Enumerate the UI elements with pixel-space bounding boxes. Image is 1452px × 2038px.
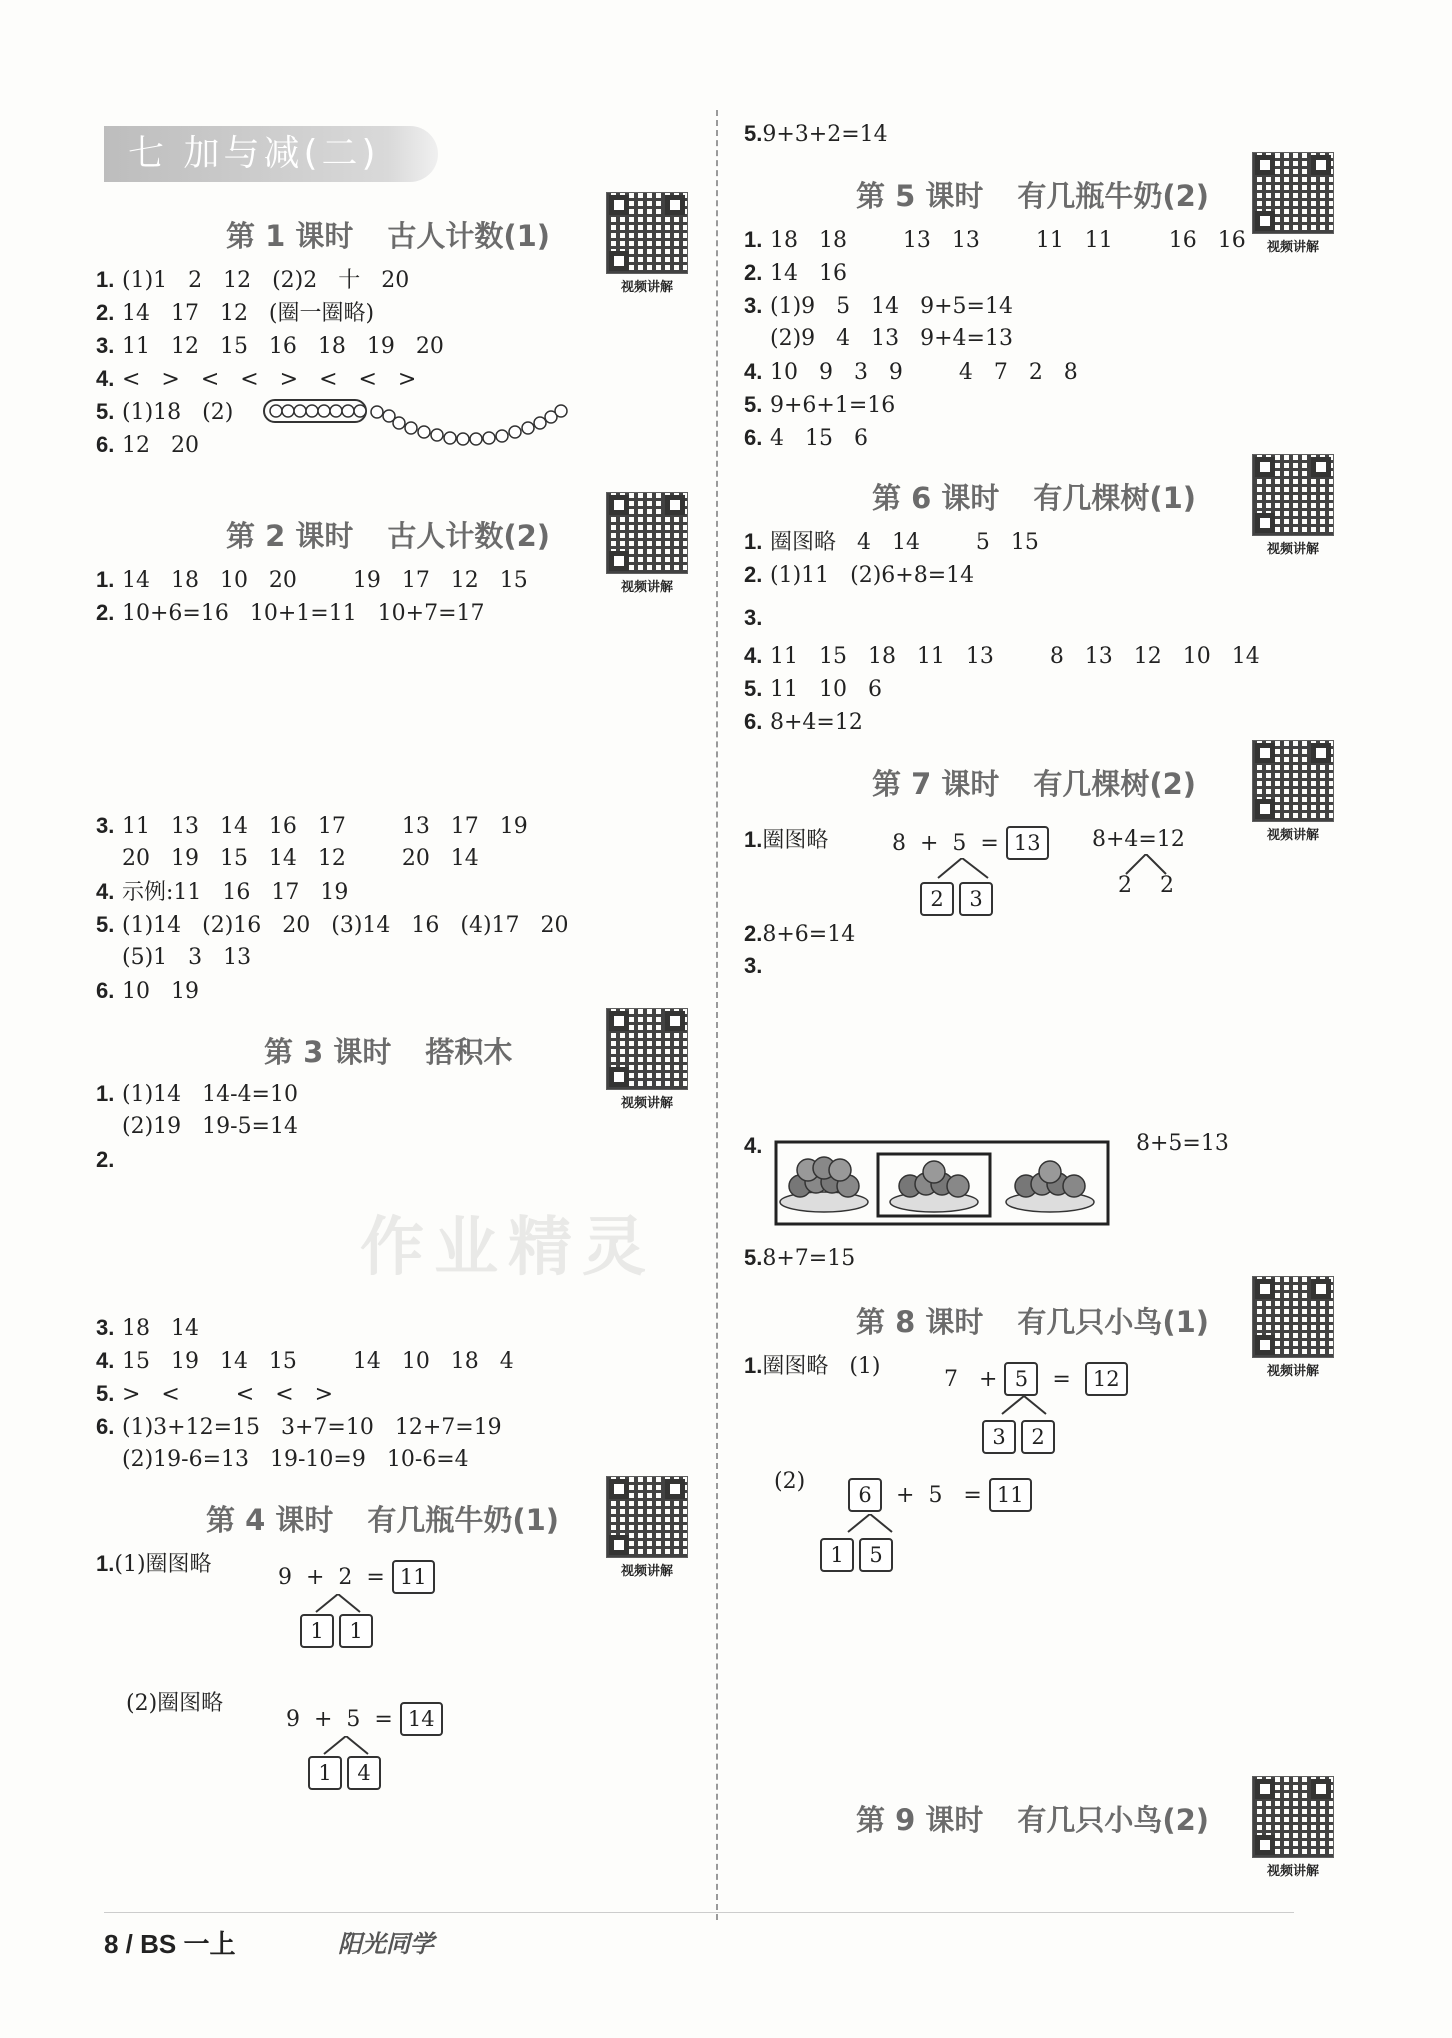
lesson-2-label: 第 2 课时 — [226, 519, 354, 553]
answer-line — [96, 431, 199, 460]
lesson-5-name: 有几瓶牛奶(2) — [1017, 179, 1210, 213]
l7-q1-equation: 8 + 5 = 13 — [892, 826, 1049, 860]
answer-text: < > < < > < < > — [122, 367, 417, 392]
qr-icon — [1252, 454, 1334, 536]
lesson-6-title — [872, 476, 1196, 517]
answer-text: 18 18 13 13 11 11 16 16 — [770, 228, 1246, 253]
question-number: 2. — [96, 1147, 115, 1172]
answer-text: 圈图略 4 14 5 15 — [770, 530, 1039, 555]
answer-line — [96, 1146, 122, 1175]
qr-caption: 视频讲解 — [620, 580, 673, 595]
answer-line — [744, 391, 895, 420]
question-number: 3. — [96, 333, 115, 358]
question-number: 2. — [744, 562, 763, 587]
question-number: 6. — [744, 425, 763, 450]
answer-line — [96, 266, 409, 295]
l7-q5: 5.8+7=15 — [744, 1245, 856, 1271]
question-number: 2. — [96, 300, 115, 325]
answer-text: 11 13 14 16 17 13 17 19 — [122, 814, 528, 839]
answer-line — [744, 226, 1246, 255]
question-number: 4. — [96, 879, 115, 904]
question-number: 6. — [96, 1414, 115, 1439]
l4-q1a-equation: 9 + 2 = 11 — [278, 1560, 435, 1594]
qr-caption: 视频讲解 — [1266, 828, 1319, 843]
answer-line — [96, 566, 528, 595]
answer-line — [744, 358, 1078, 387]
answer-text: (2)19-6=13 19-10=9 10-6=4 — [122, 1447, 469, 1472]
answer-text: (1)11 (2)6+8=14 — [770, 563, 975, 588]
question-number: 6. — [96, 432, 115, 457]
lesson-9-name: 有几只小鸟(2) — [1017, 1803, 1210, 1837]
answer-text: 18 14 — [122, 1316, 199, 1341]
l6-q3: 3. — [744, 605, 763, 630]
l4-q1b-equation: 9 + 5 = 14 — [286, 1702, 443, 1736]
question-number: 1. — [96, 267, 115, 292]
answer-text: 10+6=16 10+1=11 10+7=17 — [122, 601, 485, 626]
answer-line — [96, 845, 479, 873]
question-number: 2. — [744, 260, 763, 285]
answer-line — [96, 1413, 502, 1442]
answer-line — [96, 911, 569, 940]
qr-icon — [606, 492, 688, 574]
question-number: 5. — [96, 399, 115, 424]
question-number: 2. — [96, 600, 115, 625]
l7-q1-split-2-values: 2 2 — [1118, 873, 1174, 898]
answer-text: 9+6+1=16 — [770, 393, 896, 418]
answer-text: (2)9 4 13 9+4=13 — [770, 326, 1013, 351]
l8-q1-equation: 7 + 5 = 12 — [944, 1362, 1128, 1396]
lesson-4-title — [206, 1498, 559, 1539]
qr-code-8[interactable] — [1252, 1276, 1334, 1379]
qr-code-6[interactable] — [1252, 454, 1334, 557]
answer-text: 15 19 14 15 14 10 18 4 — [122, 1349, 514, 1374]
bead-string-illustration — [262, 394, 572, 454]
answer-line — [744, 528, 1039, 557]
lesson-8-title — [856, 1300, 1209, 1341]
qr-icon — [1252, 1276, 1334, 1358]
question-number: 4. — [744, 359, 763, 384]
lesson-8-name: 有几只小鸟(1) — [1017, 1305, 1210, 1339]
answer-text: 14 18 10 20 19 17 12 15 — [122, 568, 528, 593]
lesson-7-label: 第 7 课时 — [872, 767, 1000, 801]
page-footer: 8 / BS 一上 — [104, 1929, 236, 1959]
answer-line — [96, 1113, 298, 1141]
lesson-6-name: 有几棵树(1) — [1033, 481, 1197, 515]
answer-line — [744, 561, 974, 590]
answer-line — [96, 1380, 333, 1409]
question-number: 3. — [96, 813, 115, 838]
l7-q4-label: 4. — [744, 1133, 763, 1158]
answer-line — [744, 642, 1260, 671]
answer-line — [96, 332, 444, 361]
answer-text: (1)3+12=15 3+7=10 12+7=19 — [122, 1415, 502, 1440]
column-divider — [716, 110, 718, 1920]
answer-text: (5)1 3 13 — [122, 945, 252, 970]
l7-q1-split-boxes: 2 3 — [920, 882, 993, 916]
answer-line — [96, 1347, 514, 1376]
question-number: 3. — [96, 1315, 115, 1340]
answer-text: (1)14 (2)16 20 (3)14 16 (4)17 20 — [122, 913, 569, 938]
qr-icon — [606, 1476, 688, 1558]
l4-q1b: (2)圈图略 — [126, 1691, 224, 1716]
lesson-6-label: 第 6 课时 — [872, 481, 1000, 515]
answer-text: 4 15 6 — [770, 426, 868, 451]
l7-q2: 2.8+6=14 — [744, 921, 856, 947]
qr-code-5[interactable] — [1252, 152, 1334, 255]
brand-logo: 阳光同学 — [338, 1929, 434, 1958]
answer-line — [96, 944, 251, 972]
question-number: 3. — [744, 293, 763, 318]
answer-text: > < < < > — [122, 1382, 334, 1407]
l4-q1b-split-boxes: 1 4 — [308, 1756, 381, 1790]
answer-line — [96, 977, 199, 1006]
answer-text: (1)14 14-4=10 — [122, 1082, 298, 1107]
question-number: 5. — [744, 676, 763, 701]
lesson-7-name: 有几棵树(2) — [1033, 767, 1197, 801]
question-number: 4. — [96, 1348, 115, 1373]
qr-code-4[interactable] — [606, 1476, 688, 1579]
lesson-5-label: 第 5 课时 — [856, 179, 984, 213]
answer-line — [96, 365, 416, 394]
answer-line — [744, 424, 868, 453]
l7-q1: 1.圈图略 — [744, 827, 829, 853]
answer-line — [96, 1080, 298, 1109]
answer-text: 8+4=12 — [770, 710, 863, 735]
answer-line — [744, 259, 847, 288]
answer-text: (1)9 5 14 9+5=14 — [770, 294, 1013, 319]
qr-code-9[interactable] — [1252, 1776, 1334, 1879]
lesson-8-label: 第 8 课时 — [856, 1305, 984, 1339]
question-number: 5. — [96, 912, 115, 937]
qr-caption: 视频讲解 — [1266, 1364, 1319, 1379]
answer-text: 14 16 — [770, 261, 847, 286]
l8-q1: 1.圈图略 (1) — [744, 1353, 881, 1379]
l7-q4-equation: 8+5=13 — [1136, 1131, 1229, 1156]
l4-q1a-split-boxes: 1 1 — [300, 1614, 373, 1648]
answer-line — [96, 878, 348, 907]
l4-q1a: 1.(1)圈图略 — [96, 1551, 212, 1577]
answer-text: 12 20 — [122, 433, 199, 458]
qr-caption: 视频讲解 — [620, 1564, 673, 1579]
question-number: 4. — [96, 366, 115, 391]
question-number: 1. — [96, 567, 115, 592]
qr-icon — [1252, 152, 1334, 234]
qr-caption: 视频讲解 — [1266, 240, 1319, 255]
answer-text: 11 10 6 — [770, 677, 882, 702]
l7-q1-equation-2: 8+4=12 — [1092, 827, 1185, 852]
qr-caption: 视频讲解 — [1266, 1864, 1319, 1879]
answer-text: (1)18 (2) — [122, 400, 234, 425]
qr-caption: 视频讲解 — [1266, 542, 1319, 557]
l8-q1-split-boxes: 3 2 — [982, 1420, 1055, 1454]
qr-code-2[interactable] — [606, 492, 688, 595]
answer-line — [96, 1314, 199, 1343]
unit-title: 七 加与减(二) — [104, 126, 438, 182]
question-number: 6. — [744, 709, 763, 734]
answer-line — [96, 299, 374, 328]
answer-text: 11 15 18 11 13 8 13 12 10 14 — [770, 644, 1260, 669]
answer-line — [744, 325, 1013, 353]
answer-line — [96, 398, 233, 427]
lesson-9-title — [856, 1798, 1209, 1839]
answer-text: (2)19 19-5=14 — [122, 1114, 298, 1139]
lesson-7-title — [872, 762, 1196, 803]
answer-text: 10 9 3 9 4 7 2 8 — [770, 360, 1078, 385]
qr-caption: 视频讲解 — [620, 280, 673, 295]
qr-caption: 视频讲解 — [620, 1096, 673, 1111]
answer-text: (1)1 2 12 (2)2 十 20 — [122, 268, 410, 293]
answer-line — [96, 599, 485, 628]
question-number: 4. — [744, 643, 763, 668]
question-number: 5. — [744, 392, 763, 417]
footer-rule — [104, 1912, 1294, 1913]
l8-q1b-split-boxes: 1 5 — [820, 1538, 893, 1572]
lesson-3-label: 第 3 课时 — [264, 1035, 392, 1069]
question-number: 1. — [96, 1081, 115, 1106]
question-number: 6. — [96, 978, 115, 1003]
answer-line — [96, 812, 528, 841]
answer-text: 14 17 12 (圈一圈略) — [122, 301, 375, 326]
answer-line — [96, 1446, 469, 1474]
watermark: 作业精灵 — [360, 1211, 656, 1285]
lesson-2-title — [226, 514, 550, 555]
lesson-9-label: 第 9 课时 — [856, 1803, 984, 1837]
qr-icon — [1252, 1776, 1334, 1858]
answer-text: 10 19 — [122, 979, 199, 1004]
qr-icon — [606, 192, 688, 274]
answer-text: 示例:11 16 17 19 — [122, 880, 349, 905]
answer-line — [744, 675, 882, 704]
answer-text: 20 19 15 14 12 20 14 — [122, 846, 479, 871]
l8-q1b: (2) — [774, 1469, 806, 1494]
qr-code-1[interactable] — [606, 192, 688, 295]
lesson-2-name: 古人计数(2) — [387, 519, 551, 553]
qr-code-3[interactable] — [606, 1008, 688, 1111]
l7-q3-label: 3. — [744, 953, 763, 978]
qr-code-7[interactable] — [1252, 740, 1334, 843]
lesson-1-name: 古人计数(1) — [387, 219, 551, 253]
l8-q1b-equation: 6 + 5 = 11 — [848, 1478, 1032, 1512]
lesson-4-label: 第 4 课时 — [206, 1503, 334, 1537]
answer-line — [744, 292, 1013, 321]
question-number: 5. — [96, 1381, 115, 1406]
qr-icon — [1252, 740, 1334, 822]
lesson-4-name: 有几瓶牛奶(1) — [367, 1503, 560, 1537]
question-number: 1. — [744, 227, 763, 252]
answer-line — [744, 708, 863, 737]
lesson-3-title — [264, 1030, 512, 1071]
qr-icon — [606, 1008, 688, 1090]
lesson-5-title — [856, 174, 1209, 215]
answer-text: 11 12 15 16 18 19 20 — [122, 334, 444, 359]
lesson-1-title — [226, 214, 550, 255]
lesson-1-label: 第 1 课时 — [226, 219, 354, 253]
question-number: 1. — [744, 529, 763, 554]
r-top-line: 5.9+3+2=14 — [744, 121, 888, 147]
lesson-3-name: 搭积木 — [425, 1035, 513, 1069]
apple-plates-illustration — [774, 1140, 1114, 1228]
